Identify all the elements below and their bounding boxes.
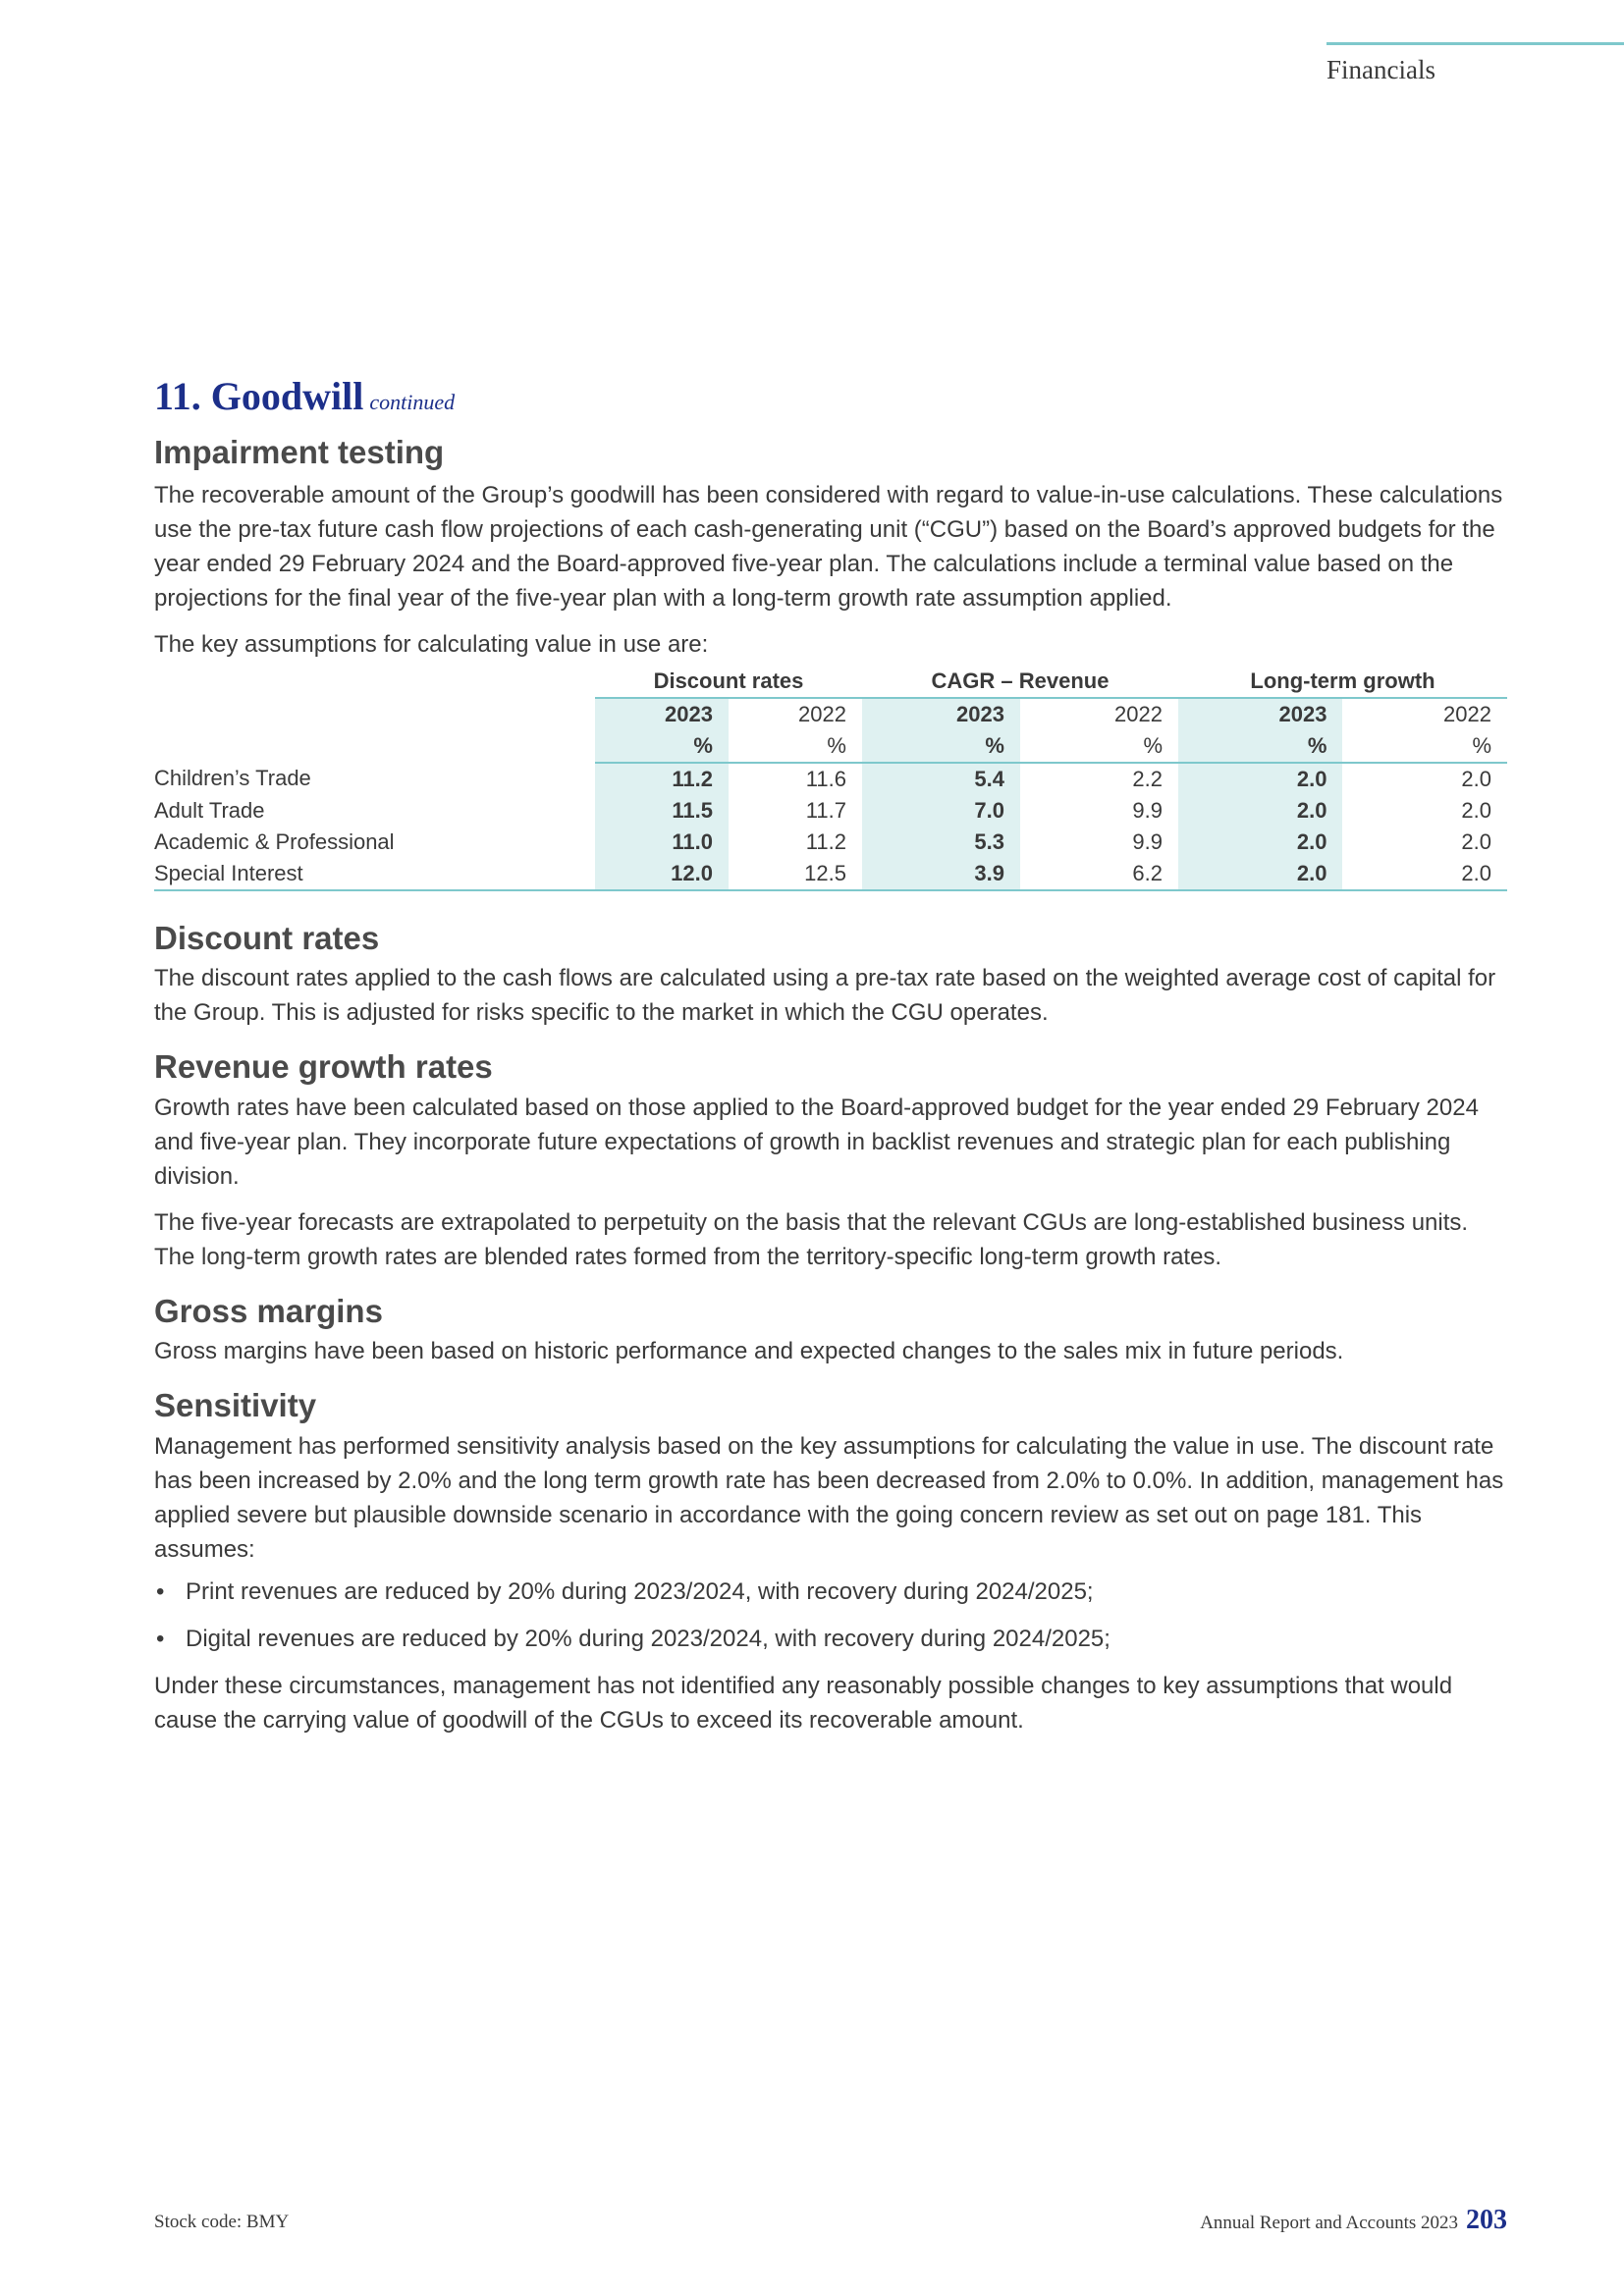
year-prior: 2022: [798, 701, 846, 726]
discount-rates-paragraph: The discount rates applied to the cash flows are calculated using a pre-tax rate based on the weighted average cost of capital for the Group. This is adjusted for risks specific to the market in which the CGU operates.: [154, 965, 1496, 1027]
row-label: Academic & Professional: [154, 828, 395, 854]
section-continued-label: continued: [369, 390, 456, 414]
cell-value: 7.0: [862, 795, 1020, 827]
list-item: [154, 1575, 1507, 1609]
section-title-text: 11. Goodwill: [154, 374, 364, 418]
cell-value: 2.2: [1132, 766, 1163, 791]
table-row: [154, 795, 1507, 827]
year-current: 2023: [595, 698, 729, 730]
gross-margins-heading: Gross margins: [154, 1292, 383, 1329]
discount-rates-heading: Discount rates: [154, 919, 380, 956]
cell-value: 11.6: [805, 766, 846, 791]
year-prior: 2022: [1114, 701, 1163, 726]
year-current: 2023: [862, 698, 1020, 730]
bullet-icon: •: [156, 1577, 165, 1605]
cell-value: 2.0: [1178, 858, 1342, 890]
table-group-header-row: [154, 666, 1507, 698]
footer-stock-code: Stock code: BMY: [154, 2212, 290, 2232]
cell-value: 9.9: [1132, 797, 1163, 823]
list-item: [154, 1622, 1507, 1656]
year-current: 2023: [1178, 698, 1342, 730]
year-prior: 2022: [1443, 701, 1491, 726]
sensitivity-heading: Sensitivity: [154, 1387, 317, 1424]
table-year-row: [154, 698, 1507, 730]
row-label: Adult Trade: [154, 797, 265, 823]
table-row: [154, 827, 1507, 858]
unit-label: %: [1020, 730, 1178, 763]
row-label: Children’s Trade: [154, 766, 311, 791]
page-number: 203: [1466, 2205, 1507, 2235]
cell-value: 12.5: [729, 858, 862, 890]
cell-value: 11.0: [595, 827, 729, 858]
group-cagr-revenue: CAGR – Revenue: [862, 666, 1178, 698]
table-unit-row: [154, 730, 1507, 763]
bullet-icon: •: [156, 1625, 165, 1652]
group-long-term-growth: Long-term growth: [1178, 666, 1507, 698]
page-content: [154, 373, 1507, 1737]
cell-value: 11.7: [805, 797, 846, 823]
header-section-label: Financials: [1326, 55, 1435, 84]
unit-label: %: [729, 730, 862, 763]
header-rule: [1326, 42, 1624, 45]
cell-value: 2.0: [1342, 858, 1507, 890]
unit-label: %: [862, 730, 1020, 763]
sensitivity-paragraph-1: Management has performed sensitivity analysis based on the key assumptions for calculating the value in use. The discount rate has been increased by 2.0% and the long term growth rate has been decreased from 2.0% to 0.0%. In addition, management has applied severe but plausible downside scenario in accordance with the going concern review as set out on page 181. This assumes:: [154, 1432, 1504, 1563]
bullet-text: Digital revenues are reduced by 20% during 2023/2024, with recovery during 2024/2025;: [186, 1625, 1110, 1652]
row-label: Special Interest: [154, 858, 595, 890]
cell-value: 11.5: [595, 795, 729, 827]
cell-value: 2.0: [1178, 763, 1342, 795]
table-row: [154, 763, 1507, 795]
cell-value: 2.0: [1461, 828, 1491, 854]
unit-label: %: [595, 730, 729, 763]
revenue-growth-heading: Revenue growth rates: [154, 1048, 493, 1086]
footer-report-info: [1200, 2205, 1507, 2236]
revenue-growth-paragraph-2: The five-year forecasts are extrapolated to perpetuity on the basis that the relevant CGUs are long-established business units. The long-term growth rates are blended rates formed from the territory-specific long-term growth rates.: [154, 1208, 1469, 1270]
cell-value: 2.0: [1178, 795, 1342, 827]
cell-value: 6.2: [1020, 858, 1178, 890]
bullet-text: Print revenues are reduced by 20% during 2023/2024, with recovery during 2024/2025;: [186, 1577, 1094, 1605]
cell-value: 11.2: [595, 763, 729, 795]
unit-label: %: [1178, 730, 1342, 763]
cell-value: 2.0: [1461, 766, 1491, 791]
cell-value: 5.3: [862, 827, 1020, 858]
footer-report-title: Annual Report and Accounts 2023: [1200, 2213, 1458, 2233]
cell-value: 2.0: [1461, 797, 1491, 823]
cell-value: 2.0: [1178, 827, 1342, 858]
sensitivity-bullet-list: [154, 1575, 1507, 1656]
assumptions-intro: The key assumptions for calculating value in use are:: [154, 630, 709, 658]
impairment-heading: Impairment testing: [154, 434, 445, 470]
cell-value: 3.9: [862, 858, 1020, 890]
sensitivity-paragraph-2: Under these circumstances, management has not identified any reasonably possible changes to key assumptions that would cause the carrying value of goodwill of the CGUs to exceed its recoverable amount.: [154, 1672, 1453, 1734]
key-assumptions-table: [154, 666, 1507, 891]
unit-label: %: [1342, 730, 1507, 763]
gross-margins-paragraph: Gross margins have been based on historic performance and expected changes to the sales mix in future periods.: [154, 1338, 1344, 1365]
cell-value: 5.4: [862, 763, 1020, 795]
impairment-paragraph: The recoverable amount of the Group’s goodwill has been considered with regard to value-in-use calculations. These calculations use the pre-tax future cash flow projections of each cash-generating unit (“CGU”) based on the Board’s approved budgets for the year ended 29 February 2024 and the Board-approved five-year plan. The calculations include a terminal value based on the projections for the final year of the five-year plan with a long-term growth rate assumption applied.: [154, 481, 1503, 612]
group-discount-rates: Discount rates: [595, 666, 862, 698]
table-row: [154, 858, 1507, 890]
cell-value: 9.9: [1132, 828, 1163, 854]
cell-value: 11.2: [805, 828, 846, 854]
cell-value: 12.0: [595, 858, 729, 890]
section-title: [154, 373, 1507, 419]
revenue-growth-paragraph-1: Growth rates have been calculated based on those applied to the Board-approved budget for the year ended 29 February 2024 and five-year plan. They incorporate future expectations of growth in backlist revenues and strategic plan for each publishing division.: [154, 1094, 1479, 1190]
